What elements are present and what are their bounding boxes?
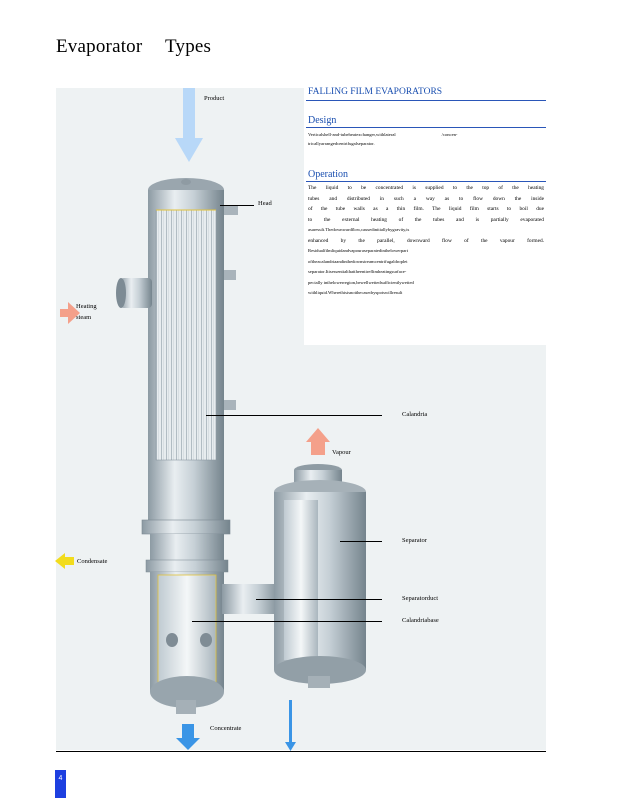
leader-separator-duct [256,599,382,600]
design-line: Verticalshell-and-tubeheatexchanger,withlateral /concen- [308,132,458,137]
operation-line: withliquid.Wherethisisnotthecasedryspotswillresult [308,290,403,295]
page-title: Evaporator Types [56,36,212,57]
page-number-badge: 4 [55,770,66,798]
operation-line: enhanced by the parallel, downward flow of the vapour formed. [308,237,544,244]
section-title-rule [306,100,546,101]
operation-line: of the tube walls as a thin film. The liquid film starts to boil due [308,206,544,212]
leader-head [220,205,254,206]
vapour-arrow [306,428,330,455]
operation-line: asaresult.Thedownwardflow,causedinitiallybygravity,is [308,227,410,232]
operation-heading: Operation [308,169,348,180]
operation-heading-rule [306,181,546,182]
condensate-arrow [55,553,74,569]
product-arrow [175,88,203,162]
label-vapour: Vapour [332,449,351,456]
bottom-rule [56,751,546,752]
separator-vessel [274,464,366,688]
design-text [308,130,544,148]
design-heading: Design [308,115,337,126]
operation-line: oftheacalandriaandinthedownstreamcentrifugaldroplet [308,258,408,264]
label-heating-steam-line1: Heating [76,303,97,310]
design-line: tricallyarrangedcentrifugalseparator. [308,141,375,146]
calandria-column [116,178,238,714]
section-title: FALLING FILM EVAPORATORS [308,87,443,97]
leader-calandria [206,415,382,416]
label-separator: Separator [402,537,427,544]
label-head: Head [258,200,272,207]
label-calandria-base: Calandriabase [402,617,439,624]
label-calandria: Calandria [402,411,428,418]
design-heading-rule [306,127,546,128]
leader-calandria-base [192,621,382,622]
label-concentrate: Concentrate [210,725,242,732]
operation-line: Residualfilmliquidandvapouraseparatedinthelowerpart [308,248,409,253]
label-condensate: Condensate [77,558,108,565]
separator-outlet-arrow [285,700,296,751]
label-separator-duct: Separatorduct [402,595,439,602]
operation-line: tubes and distributed in such a way as to flow down the inside [308,195,544,202]
label-heating-steam-line2: steam [76,314,92,321]
operation-line: separator.Itisessentialthattheentireflimheatingsurface- [308,269,407,274]
operation-line: to the external heating of the tubes and is partially evaporated [308,216,544,223]
operation-line: pecially inthelowerregion,bewellwettedsufficientlywetted [308,279,414,285]
operation-text [308,183,544,299]
leader-separator [340,541,382,542]
operation-line: The liquid to be concentrated is supplied to the top of the heating [308,185,544,191]
concentrate-arrow [176,724,200,750]
label-product: Product [204,95,225,102]
